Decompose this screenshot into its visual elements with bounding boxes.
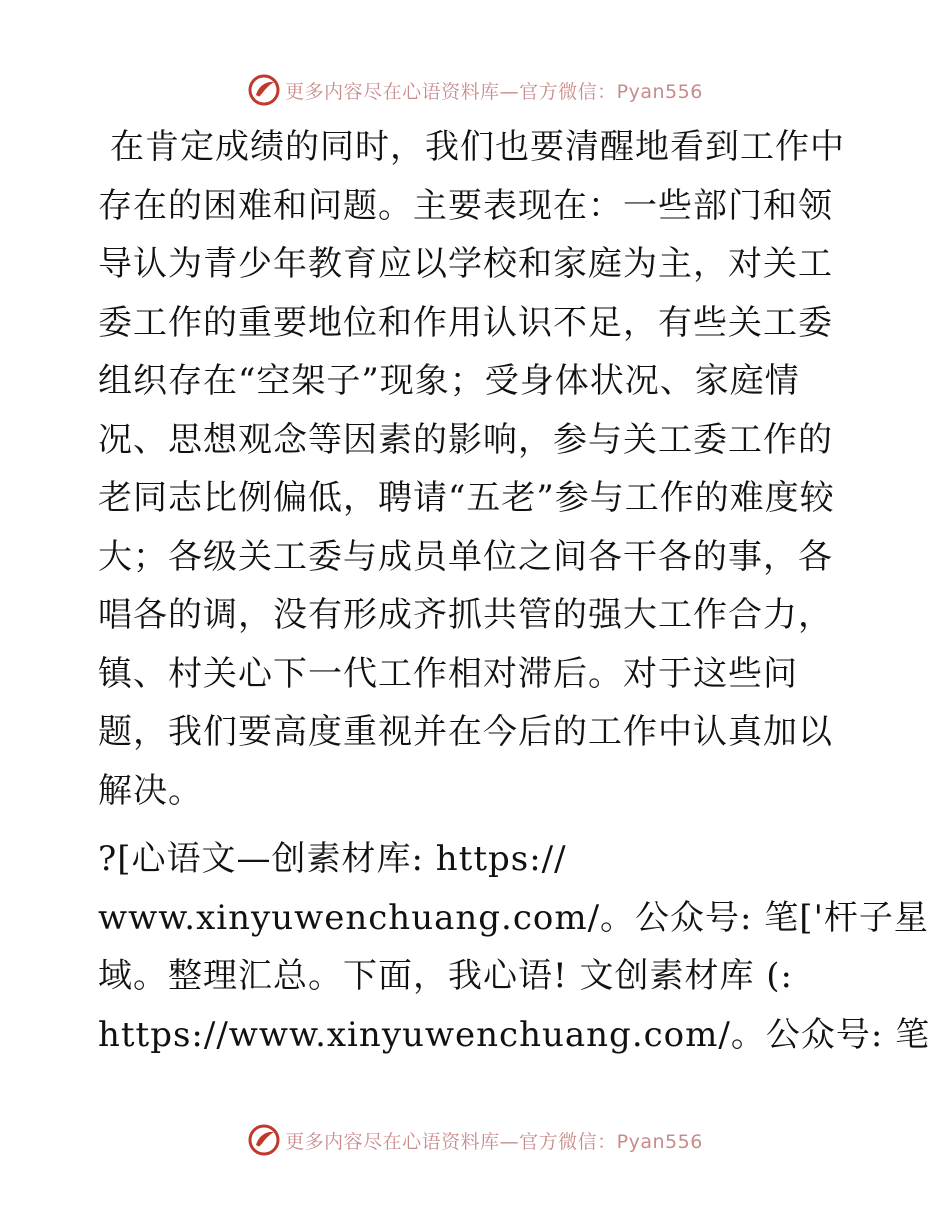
- watermark-text: 更多内容尽在心语资料库—官方微信：Pyan556: [285, 1130, 703, 1153]
- source-line: ?[心语文—创素材库: https://: [98, 839, 567, 879]
- source-line: https://www.xinyuwenchuang.com/。公众号: 笔: [98, 1014, 931, 1055]
- source-note: [98, 830, 931, 1064]
- brand-logo-icon: [247, 73, 281, 107]
- main-paragraph: 在肯定成绩的同时，我们也要清醒地看到工作中存在的困难和问题。主要表现在：一些部门和领导认为青少年教育应以学校和家庭为主，对关工委工作的重要地位和作用认识不足，有些关工委组织存在“空架子”现象；受身体状况、家庭情况、思想观念等因素的影响，参与关工委工作的老同志比例偏低，聘请“五老”参与工作的难度较大；各级关工委与成员单位之间各干各的事，各唱各的调，没有形成齐抓共管的强大工作合力，镇、村关心下一代工作相对滞后。对于这些问题，我们要高度重视并在今后的工作中认真加以解决。: [98, 127, 845, 811]
- document-body: [98, 118, 931, 1064]
- brand-logo-icon: [247, 1123, 281, 1157]
- footer-watermark: [0, 1120, 950, 1160]
- source-line: 域。整理汇总。下面，我心语! 文创素材库 (:: [98, 956, 793, 996]
- header-watermark: [0, 70, 950, 110]
- source-line: www.xinyuwenchuang.com/。公众号: 笔['杆子星: [98, 897, 929, 938]
- watermark-text: 更多内容尽在心语资料库—官方微信：Pyan556: [285, 80, 703, 103]
